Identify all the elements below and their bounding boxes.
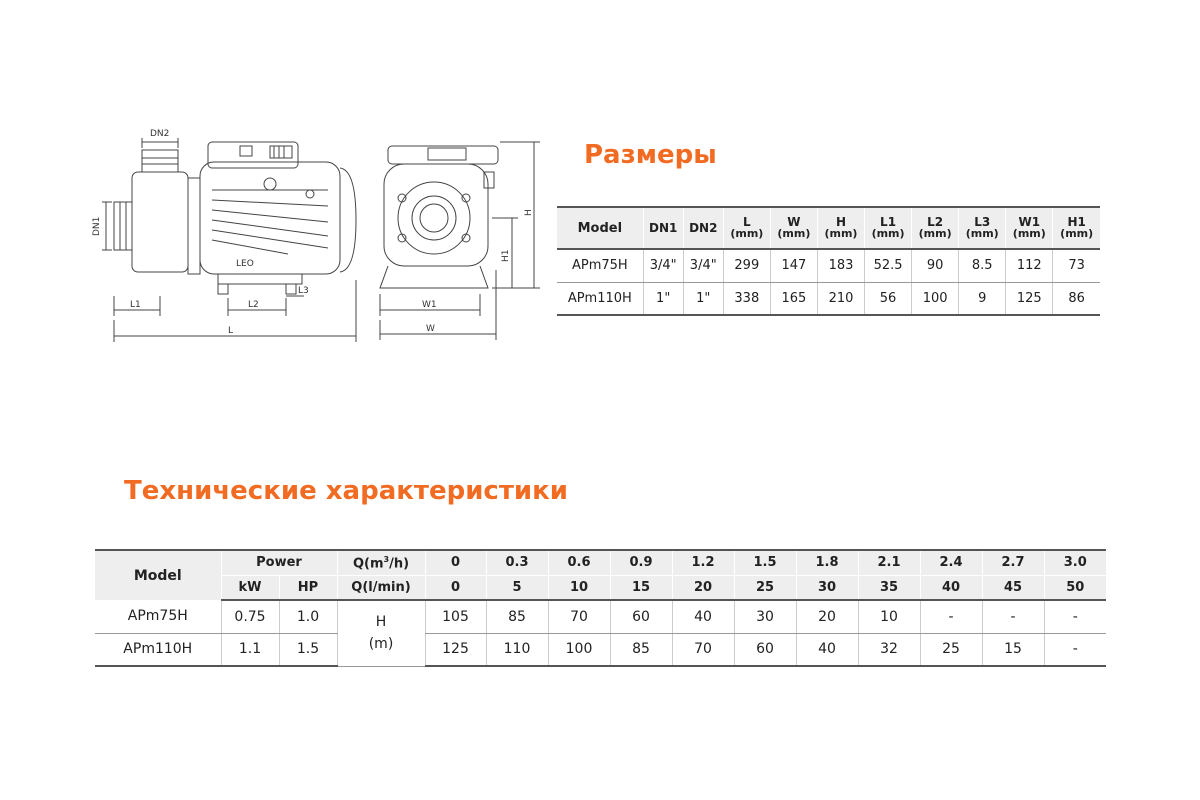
label-l1: L1 xyxy=(130,300,141,310)
dim-header-l2: L2 (mm) xyxy=(912,207,959,249)
q-m3-value: 2.1 xyxy=(858,550,920,575)
head-value: - xyxy=(982,600,1044,633)
tech-kw: 1.1 xyxy=(221,633,279,666)
dimensions-title: Размеры xyxy=(584,140,717,170)
tech-hp: 1.5 xyxy=(279,633,337,666)
dim-header-l1: L1 (mm) xyxy=(865,207,912,249)
table-row xyxy=(557,282,1100,315)
dim-cell: 125 xyxy=(1006,282,1053,315)
q-m3-value: 3.0 xyxy=(1044,550,1106,575)
head-value: 100 xyxy=(548,633,610,666)
tech-header-hp: HP xyxy=(279,575,337,600)
label-dn2: DN2 xyxy=(150,129,170,139)
q-lmin-value: 5 xyxy=(486,575,548,600)
head-value: 85 xyxy=(486,600,548,633)
dim-cell: APm75H xyxy=(557,249,643,282)
dim-cell: 8.5 xyxy=(959,249,1006,282)
dim-cell: 86 xyxy=(1053,282,1100,315)
tech-header-q-lmin: Q(l/min) xyxy=(337,575,425,600)
head-value: 70 xyxy=(672,633,734,666)
q-lmin-value: 15 xyxy=(610,575,672,600)
label-dn1: DN1 xyxy=(92,216,102,236)
q-m3-value: 0.9 xyxy=(610,550,672,575)
table-row xyxy=(95,633,1106,666)
q-lmin-value: 10 xyxy=(548,575,610,600)
dim-cell: 165 xyxy=(770,282,817,315)
dim-header-h1: H1 (mm) xyxy=(1053,207,1100,249)
tech-hp: 1.0 xyxy=(279,600,337,633)
dim-header-w1: W1 (mm) xyxy=(1006,207,1053,249)
tech-table xyxy=(95,549,1106,667)
label-l2: L2 xyxy=(248,300,259,310)
dim-header-l: L (mm) xyxy=(723,207,770,249)
label-w1: W1 xyxy=(422,300,437,310)
q-m3-value: 1.5 xyxy=(734,550,796,575)
dim-cell: 56 xyxy=(865,282,912,315)
pump-front-view xyxy=(380,142,540,340)
tech-model: APm75H xyxy=(95,600,221,633)
head-value: 30 xyxy=(734,600,796,633)
q-lmin-value: 0 xyxy=(425,575,486,600)
q-lmin-value: 30 xyxy=(796,575,858,600)
label-h: H xyxy=(524,209,534,216)
tech-header-power: Power xyxy=(221,550,337,575)
q-m3-value: 2.4 xyxy=(920,550,982,575)
dim-cell: 3/4" xyxy=(683,249,723,282)
tech-header-kw: kW xyxy=(221,575,279,600)
head-label: H xyxy=(375,614,387,631)
dim-header-model: Model xyxy=(557,207,643,249)
pump-drawing xyxy=(88,120,558,360)
head-value: 40 xyxy=(796,633,858,666)
dim-cell: 299 xyxy=(723,249,770,282)
q-m3-value: 2.7 xyxy=(982,550,1044,575)
head-value: 105 xyxy=(425,600,486,633)
dim-cell: 147 xyxy=(770,249,817,282)
q-lmin-value: 50 xyxy=(1044,575,1106,600)
q-m3-value: 1.8 xyxy=(796,550,858,575)
dim-cell: 90 xyxy=(912,249,959,282)
head-value: 125 xyxy=(425,633,486,666)
tech-header-model: Model xyxy=(95,550,221,600)
dim-cell: 1" xyxy=(643,282,683,315)
head-value: 10 xyxy=(858,600,920,633)
label-l: L xyxy=(228,326,234,336)
dim-cell: 338 xyxy=(723,282,770,315)
head-value: 85 xyxy=(610,633,672,666)
dim-cell: 100 xyxy=(912,282,959,315)
pump-drawing-svg xyxy=(88,120,558,360)
head-value: 15 xyxy=(982,633,1044,666)
q-lmin-value: 45 xyxy=(982,575,1044,600)
tech-title: Технические характеристики xyxy=(124,476,568,506)
head-value: 60 xyxy=(610,600,672,633)
head-value: - xyxy=(1044,600,1106,633)
dimensions-header-row xyxy=(557,207,1100,249)
head-value: 70 xyxy=(548,600,610,633)
label-h1: H1 xyxy=(501,249,511,262)
head-value: - xyxy=(920,600,982,633)
label-w: W xyxy=(426,324,435,334)
dim-cell: 73 xyxy=(1053,249,1100,282)
dim-cell: 1" xyxy=(683,282,723,315)
dim-header-l3: L3 (mm) xyxy=(959,207,1006,249)
dim-header-h: H (mm) xyxy=(817,207,864,249)
dim-cell: APm110H xyxy=(557,282,643,315)
dim-cell: 3/4" xyxy=(643,249,683,282)
q-lmin-value: 25 xyxy=(734,575,796,600)
tech-header-row-2 xyxy=(95,575,1106,600)
head-label-cell xyxy=(337,600,425,666)
head-value: 25 xyxy=(920,633,982,666)
head-value: 110 xyxy=(486,633,548,666)
q-lmin-value: 35 xyxy=(858,575,920,600)
head-value: 60 xyxy=(734,633,796,666)
q-m3-value: 1.2 xyxy=(672,550,734,575)
dim-header-dn1: DN1 xyxy=(643,207,683,249)
dim-cell: 112 xyxy=(1006,249,1053,282)
q-m3-value: 0 xyxy=(425,550,486,575)
table-row xyxy=(557,249,1100,282)
table-row xyxy=(95,600,1106,633)
q-lmin-value: 40 xyxy=(920,575,982,600)
pump-side-view xyxy=(102,138,356,342)
dim-header-w: W (mm) xyxy=(770,207,817,249)
motor-logo: LEO xyxy=(236,259,254,269)
dim-cell: 9 xyxy=(959,282,1006,315)
dim-header-dn2: DN2 xyxy=(683,207,723,249)
tech-header-q-m3: $Q(m^3/h)$ xyxy=(337,550,425,575)
q-m3-value: 0.3 xyxy=(486,550,548,575)
tech-model: APm110H xyxy=(95,633,221,666)
q-lmin-value: 20 xyxy=(672,575,734,600)
head-unit: (m) xyxy=(368,636,394,653)
tech-kw: 0.75 xyxy=(221,600,279,633)
dim-cell: 183 xyxy=(817,249,864,282)
head-value: - xyxy=(1044,633,1106,666)
dim-cell: 52.5 xyxy=(865,249,912,282)
head-value: 40 xyxy=(672,600,734,633)
head-value: 20 xyxy=(796,600,858,633)
label-l3: L3 xyxy=(298,286,309,296)
q-m3-value: 0.6 xyxy=(548,550,610,575)
dim-cell: 210 xyxy=(817,282,864,315)
head-value: 32 xyxy=(858,633,920,666)
tech-header-row-1 xyxy=(95,550,1106,575)
dimensions-table xyxy=(557,206,1100,316)
